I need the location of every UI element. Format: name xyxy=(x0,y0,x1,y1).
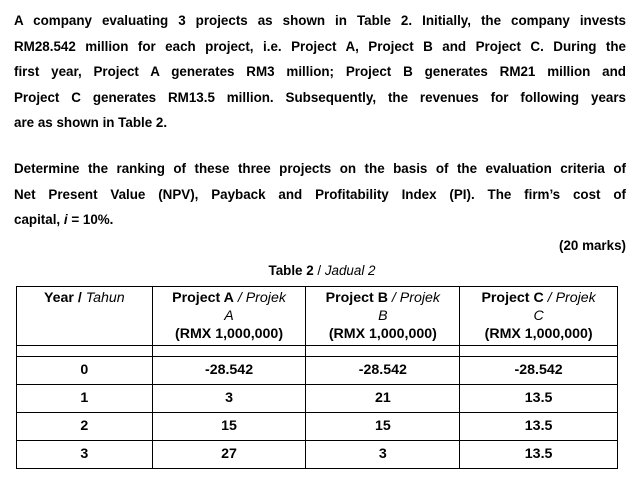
table-header-row xyxy=(17,287,618,346)
year-cell: 3 xyxy=(17,441,153,469)
paragraph-line: RM28.542 million for each project, i.e. Project A, Project B and Project C. During the xyxy=(14,38,626,54)
table-caption xyxy=(14,260,626,282)
header-project-b: Project B / Projek B (RMX 1,000,000) xyxy=(306,287,460,346)
table-row xyxy=(17,385,618,413)
year-cell: 1 xyxy=(17,385,153,413)
question-paragraph-2 xyxy=(14,156,626,233)
paragraph-line: Project C generates RM13.5 million. Subsequently, the revenues for following years xyxy=(14,89,626,105)
project-b-cell: 21 xyxy=(306,385,460,413)
paragraph-line: Determine the ranking of these three projects on the basis of the evaluation criteria of xyxy=(14,160,626,176)
project-c-cell: 13.5 xyxy=(460,441,618,469)
paragraph-line-last xyxy=(14,207,626,233)
table-row xyxy=(17,413,618,441)
paragraph-line: A company evaluating 3 projects as shown in Table 2. Initially, the company invests xyxy=(14,13,626,28)
paragraph-line: Net Present Value (NPV), Payback and Profitability Index (PI). The firm’s cost of xyxy=(14,186,626,202)
project-a-cell: 15 xyxy=(152,413,306,441)
project-c-cell: -28.542 xyxy=(460,357,618,385)
project-a-cell: 3 xyxy=(152,385,306,413)
project-b-cell: -28.542 xyxy=(306,357,460,385)
project-a-cell: -28.542 xyxy=(152,357,306,385)
capital-suffix: = 10%. xyxy=(67,212,114,228)
table-row xyxy=(17,441,618,469)
paragraph-line: first year, Project A generates RM3 million; Project B generates RM21 million and xyxy=(14,64,626,80)
caption-malay: Jadual 2 xyxy=(324,262,376,278)
header-year: Year / Tahun xyxy=(17,287,153,346)
project-a-cell: 27 xyxy=(152,441,306,469)
table-spacer-row xyxy=(17,346,618,357)
project-c-cell: 13.5 xyxy=(460,385,618,413)
interest-variable: i xyxy=(63,212,68,228)
year-cell: 2 xyxy=(17,413,153,441)
project-b-cell: 3 xyxy=(306,441,460,469)
table-row xyxy=(17,357,618,385)
header-project-c: Project C / Projek C (RMX 1,000,000) xyxy=(460,287,618,346)
paragraph-line: are as shown in Table 2. xyxy=(14,115,168,131)
capital-prefix: capital, xyxy=(14,212,64,228)
marks-label: (20 marks) xyxy=(559,237,626,253)
header-project-a: Project A / Projek A (RMX 1,000,000) xyxy=(152,287,306,346)
year-cell: 0 xyxy=(17,357,153,385)
project-b-cell: 15 xyxy=(306,413,460,441)
cash-flow-table xyxy=(16,286,618,469)
project-c-cell: 13.5 xyxy=(460,413,618,441)
caption-separator: / xyxy=(313,262,325,278)
caption-english: Table 2 xyxy=(268,262,314,278)
question-paragraph-1 xyxy=(14,8,626,136)
